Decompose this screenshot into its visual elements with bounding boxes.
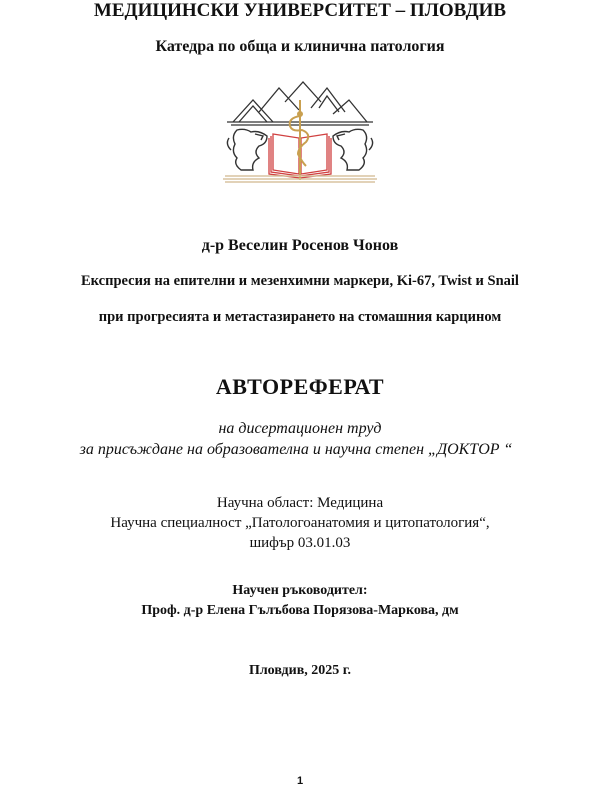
university-emblem-icon <box>215 80 385 185</box>
document-type-heading: АВТОРЕФЕРАТ <box>215 374 385 399</box>
supervisor-name: Проф. д-р Елена Гълъбова Порязова-Маркова, дм <box>141 603 459 618</box>
subtitle-line-2: за присъждане на образователна и научна степен „ДОКТОР “ <box>79 441 513 458</box>
scientific-field: Научна област: Медицина <box>216 495 384 511</box>
dissertation-title-line-2: при прогресията и метастазирането на стомашния карцином <box>98 309 502 325</box>
scientific-specialty: Научна специалност „Патологоанатомия и цитопатология“, <box>110 515 490 531</box>
author-name: д-р Веселин Росенов Чонов <box>201 237 399 254</box>
specialty-code: шифър 03.01.03 <box>249 535 351 551</box>
department-name: Катедра по обща и клинична патология <box>155 38 445 55</box>
dissertation-title-line-1: Експресия на епителни и мезенхимни маркери, Ki-67, Twist и Snail <box>81 273 519 289</box>
place-and-year: Пловдив, 2025 г. <box>248 663 352 678</box>
supervisor-label: Научен ръководител: <box>232 583 368 598</box>
university-name: МЕДИЦИНСКИ УНИВЕРСИТЕТ – ПЛОВДИВ <box>93 0 507 21</box>
page-number: 1 <box>296 775 304 787</box>
subtitle-line-1: на дисертационен труд <box>218 420 382 437</box>
